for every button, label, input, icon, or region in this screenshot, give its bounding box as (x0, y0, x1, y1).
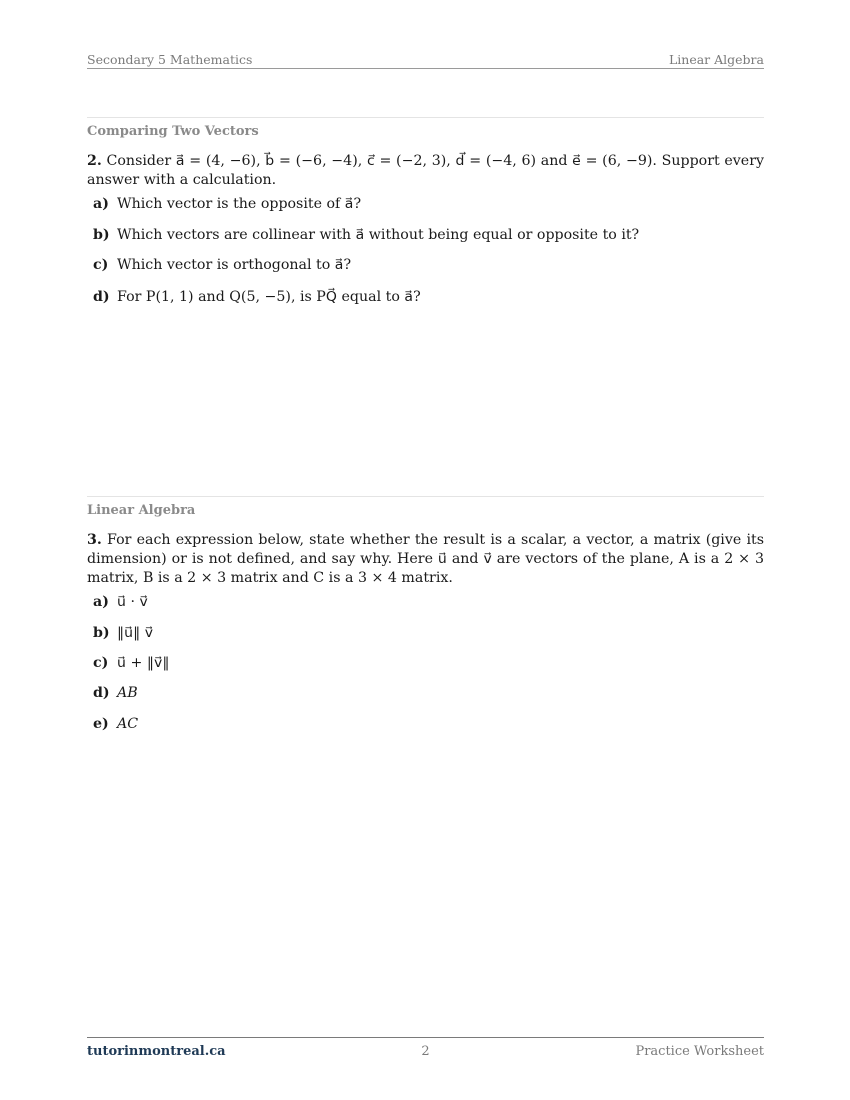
problem-part (93, 654, 764, 684)
problem-part (93, 593, 764, 624)
running-header (87, 50, 764, 69)
section-title: Linear Algebra (87, 503, 196, 518)
part-label: d) (93, 289, 110, 305)
section-divider (87, 117, 764, 118)
problem-number: 2. (87, 153, 102, 169)
part-label: a) (93, 594, 109, 610)
footer-website: tutorinmontreal.ca (87, 1044, 226, 1059)
part-label: c) (93, 257, 109, 273)
footer-doc-type: Practice Worksheet (635, 1044, 764, 1059)
worksheet-page (87, 0, 764, 1100)
problem-text: Consider a⃗ = (4, −6), b⃗ = (−6, −4), c⃗ = (−2, 3), d⃗ = (−4, 6) and e⃗ = (6, −9). Support every answer with a calculation. (87, 153, 764, 188)
part-text: u⃗ + ‖v⃗‖ (117, 655, 170, 671)
problem-text: For each expression below, state whether the result is a scalar, a vector, a matrix (give its dimension) or is not defined, and say why. Here u⃗ and v⃗ are vectors of the plane, A is a 2 × 3 matrix, B is a 2 × 3 matrix and C is a 3 × 4 matrix. (87, 532, 764, 586)
problem-statement (87, 531, 764, 588)
part-label: a) (93, 196, 109, 212)
problem-part (93, 226, 764, 256)
header-course: Secondary 5 Mathematics (87, 52, 253, 67)
part-text: u⃗ · v⃗ (117, 594, 148, 610)
problem-parts (93, 593, 764, 734)
running-footer (87, 1037, 764, 1062)
page-number: 2 (421, 1044, 430, 1059)
section-title: Comparing Two Vectors (87, 124, 259, 139)
part-label: b) (93, 625, 110, 641)
problem-part (93, 256, 764, 288)
problem-part (93, 715, 764, 734)
part-text: ‖u⃗‖ v⃗ (117, 625, 154, 641)
part-label: b) (93, 227, 110, 243)
part-text: AB (117, 685, 138, 701)
problem-part (93, 195, 764, 226)
part-text: AC (117, 716, 139, 732)
section-divider (87, 496, 764, 497)
problem-part (93, 684, 764, 715)
part-label: e) (93, 716, 109, 732)
problem-number: 3. (87, 532, 102, 548)
part-text: Which vectors are collinear with a⃗ without being equal or opposite to it? (117, 227, 640, 243)
part-text: For P(1, 1) and Q(5, −5), is PQ⃗ equal to a⃗? (117, 289, 421, 305)
part-label: d) (93, 685, 110, 701)
part-text: Which vector is the opposite of a⃗? (117, 196, 362, 212)
problem-parts (93, 195, 764, 307)
part-label: c) (93, 655, 109, 671)
problem-part (93, 288, 764, 307)
part-text: Which vector is orthogonal to a⃗? (117, 257, 352, 273)
problem-part (93, 624, 764, 654)
header-topic: Linear Algebra (668, 52, 764, 67)
section-linear-algebra (87, 496, 764, 734)
section-comparing-vectors (87, 117, 764, 307)
problem-statement (87, 152, 764, 190)
